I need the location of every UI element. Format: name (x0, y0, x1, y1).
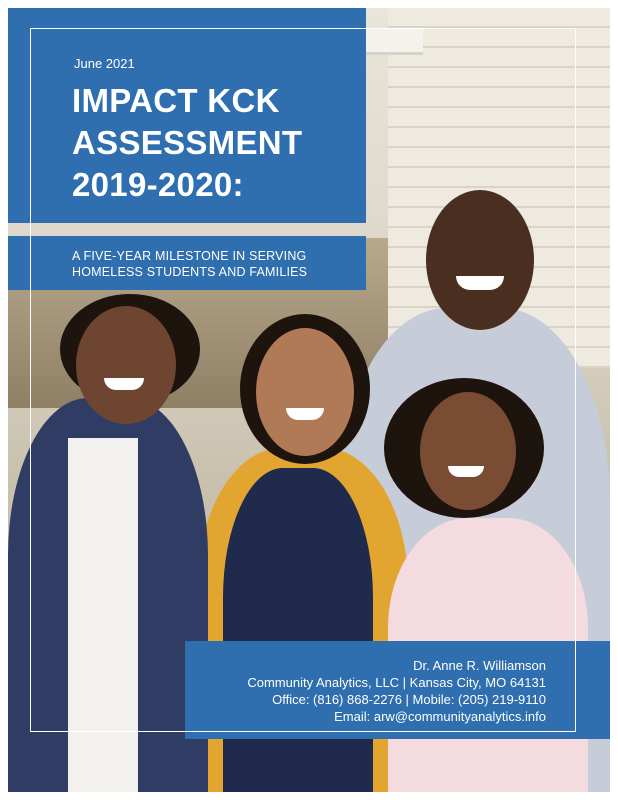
title-line-1: IMPACT KCK (72, 82, 280, 119)
title-panel (8, 8, 366, 223)
report-title (72, 80, 362, 206)
contact-panel (185, 641, 610, 739)
subtitle-line-2: HOMELESS STUDENTS AND FAMILIES (72, 265, 308, 279)
house-gutter (363, 28, 423, 55)
email-address: Email: arw@communityanalytics.info (334, 709, 546, 724)
subtitle-panel (8, 236, 366, 290)
report-subtitle (72, 248, 362, 280)
title-line-3: 2019-2020: (72, 166, 244, 203)
phone-numbers: Office: (816) 868-2276 | Mobile: (205) 219-9110 (272, 692, 546, 707)
title-line-2: ASSESSMENT (72, 124, 303, 161)
organization: Community Analytics, LLC | Kansas City, MO 64131 (247, 675, 546, 690)
report-date: June 2021 (74, 56, 135, 71)
subtitle-line-1: A FIVE-YEAR MILESTONE IN SERVING (72, 249, 307, 263)
contact-info (247, 657, 546, 725)
author-name: Dr. Anne R. Williamson (413, 658, 546, 673)
